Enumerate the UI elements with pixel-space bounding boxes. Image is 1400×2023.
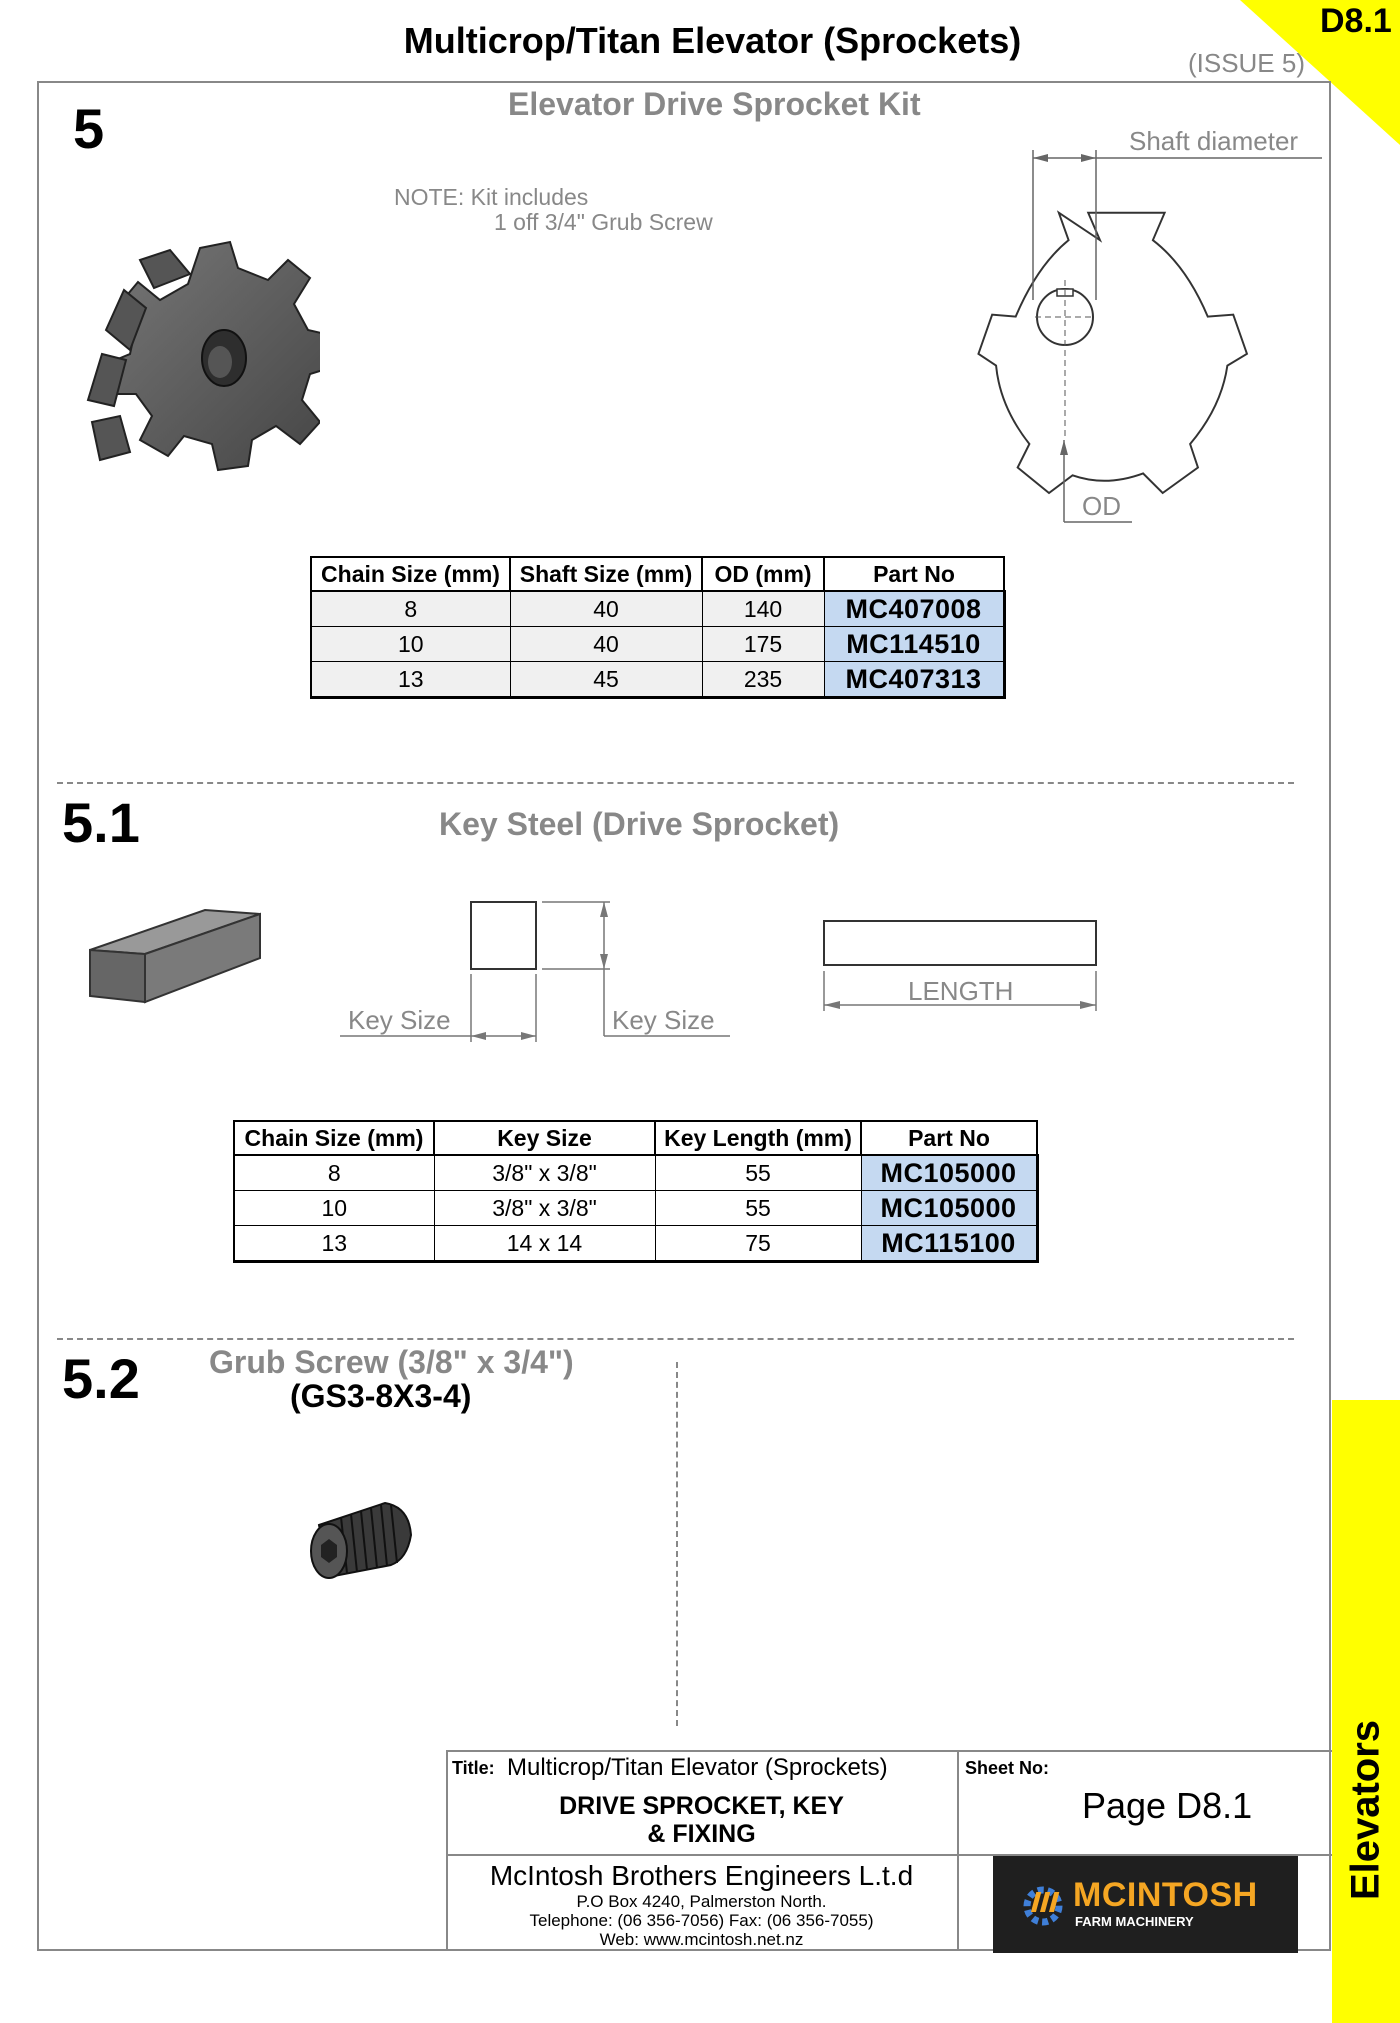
column-header: Chain Size (mm)	[311, 557, 510, 591]
shaft-diameter-label: Shaft diameter	[1129, 126, 1299, 156]
title-value: Multicrop/Titan Elevator (Sprockets)	[507, 1754, 888, 1781]
sheet-value: Page D8.1	[1082, 1785, 1253, 1826]
column-header: Part No	[824, 557, 1004, 591]
logo-name: MCINTOSH	[1073, 1876, 1258, 1914]
key-steel-image	[85, 900, 265, 1010]
sprocket-table	[310, 556, 1006, 699]
grub-screw-image	[305, 1495, 425, 1585]
table-cell: 75	[655, 1226, 861, 1262]
drawing-title-line2: & FIXING	[647, 1820, 756, 1848]
table-cell: 8	[311, 591, 510, 627]
table-cell: 40	[510, 591, 702, 627]
part-number: MC105000	[861, 1155, 1037, 1191]
sidebar-label-box	[1332, 1640, 1400, 1980]
table-cell: 10	[311, 627, 510, 662]
vertical-divider	[676, 1362, 678, 1726]
table-cell: 8	[234, 1155, 434, 1191]
column-header: Key Length (mm)	[655, 1121, 861, 1155]
section-number: 5	[73, 97, 105, 160]
drawing-title	[446, 1792, 957, 1848]
table-cell: 14 x 14	[434, 1226, 655, 1262]
title-block-divider	[957, 1750, 959, 1950]
key-size-label: Key Size	[612, 1005, 715, 1035]
table-cell: 40	[510, 627, 702, 662]
column-header: Key Size	[434, 1121, 655, 1155]
kit-note-line2: 1 off 3/4" Grub Screw	[494, 209, 713, 235]
page-title: Multicrop/Titan Elevator (Sprockets)	[403, 20, 1022, 61]
table-row	[311, 591, 1004, 627]
table-cell: 235	[702, 662, 824, 698]
table-row	[311, 627, 1004, 662]
sheet-label: Sheet No:	[965, 1758, 1050, 1778]
column-header: OD (mm)	[702, 557, 824, 591]
table-cell: 10	[234, 1191, 434, 1226]
table-cell: 175	[702, 627, 824, 662]
drawing-title-line1: DRIVE SPROCKET, KEY	[559, 1792, 844, 1820]
table-cell: 3/8" x 3/8"	[434, 1155, 655, 1191]
length-label: LENGTH	[908, 976, 1014, 1006]
company-address: P.O Box 4240, Palmerston North.	[576, 1892, 827, 1911]
logo-subtitle: FARM MACHINERY	[1075, 1914, 1194, 1929]
table-row	[234, 1155, 1037, 1191]
issue-label: (ISSUE 5)	[1187, 48, 1305, 78]
table-row	[234, 1226, 1037, 1262]
table-row	[234, 1191, 1037, 1226]
column-header: Part No	[861, 1121, 1037, 1155]
table-cell: 45	[510, 662, 702, 698]
table-cell: 55	[655, 1155, 861, 1191]
company-phone: Telephone: (06 356-7056) Fax: (06 356-7055)	[529, 1911, 874, 1930]
part-number: MC407008	[824, 591, 1004, 627]
key-size-label: Key Size	[348, 1005, 451, 1035]
section-heading: Grub Screw (3/8" x 3/4")	[209, 1344, 574, 1380]
company-name: McIntosh Brothers Engineers L.t.d	[489, 1860, 914, 1891]
kit-note-line1: NOTE: Kit includes	[394, 184, 589, 210]
key-table	[233, 1120, 1039, 1263]
table-header-row	[311, 557, 1004, 591]
od-label: OD	[1082, 491, 1121, 521]
section-heading: Elevator Drive Sprocket Kit	[508, 86, 921, 122]
kit-note	[394, 185, 713, 235]
part-number: MC105000	[861, 1191, 1037, 1226]
section-heading: Key Steel (Drive Sprocket)	[439, 806, 840, 842]
company-info	[446, 1860, 957, 1949]
table-cell: 13	[234, 1226, 434, 1262]
table-cell: 3/8" x 3/8"	[434, 1191, 655, 1226]
grub-screw-part-code: (GS3-8X3-4)	[290, 1378, 472, 1414]
table-cell: 55	[655, 1191, 861, 1226]
gear-icon	[1019, 1882, 1067, 1930]
page-id: D8.1	[1320, 2, 1392, 40]
section-divider	[57, 782, 1294, 784]
part-number: MC114510	[824, 627, 1004, 662]
sprocket-3d-image	[60, 220, 320, 480]
sidebar-label: Elevators	[1343, 1719, 1388, 1901]
part-number: MC115100	[861, 1226, 1037, 1262]
section-number: 5.2	[62, 1347, 140, 1410]
part-number: MC407313	[824, 662, 1004, 698]
section-number: 5.1	[62, 791, 140, 854]
table-header-row	[234, 1121, 1037, 1155]
table-cell: 13	[311, 662, 510, 698]
company-logo	[993, 1856, 1298, 1953]
table-cell: 140	[702, 591, 824, 627]
title-label: Title:	[452, 1758, 495, 1778]
company-web: Web: www.mcintosh.net.nz	[599, 1930, 804, 1949]
section-divider	[57, 1338, 1294, 1340]
table-row	[311, 662, 1004, 698]
column-header: Chain Size (mm)	[234, 1121, 434, 1155]
column-header: Shaft Size (mm)	[510, 557, 702, 591]
sprocket-diagram	[930, 110, 1330, 530]
